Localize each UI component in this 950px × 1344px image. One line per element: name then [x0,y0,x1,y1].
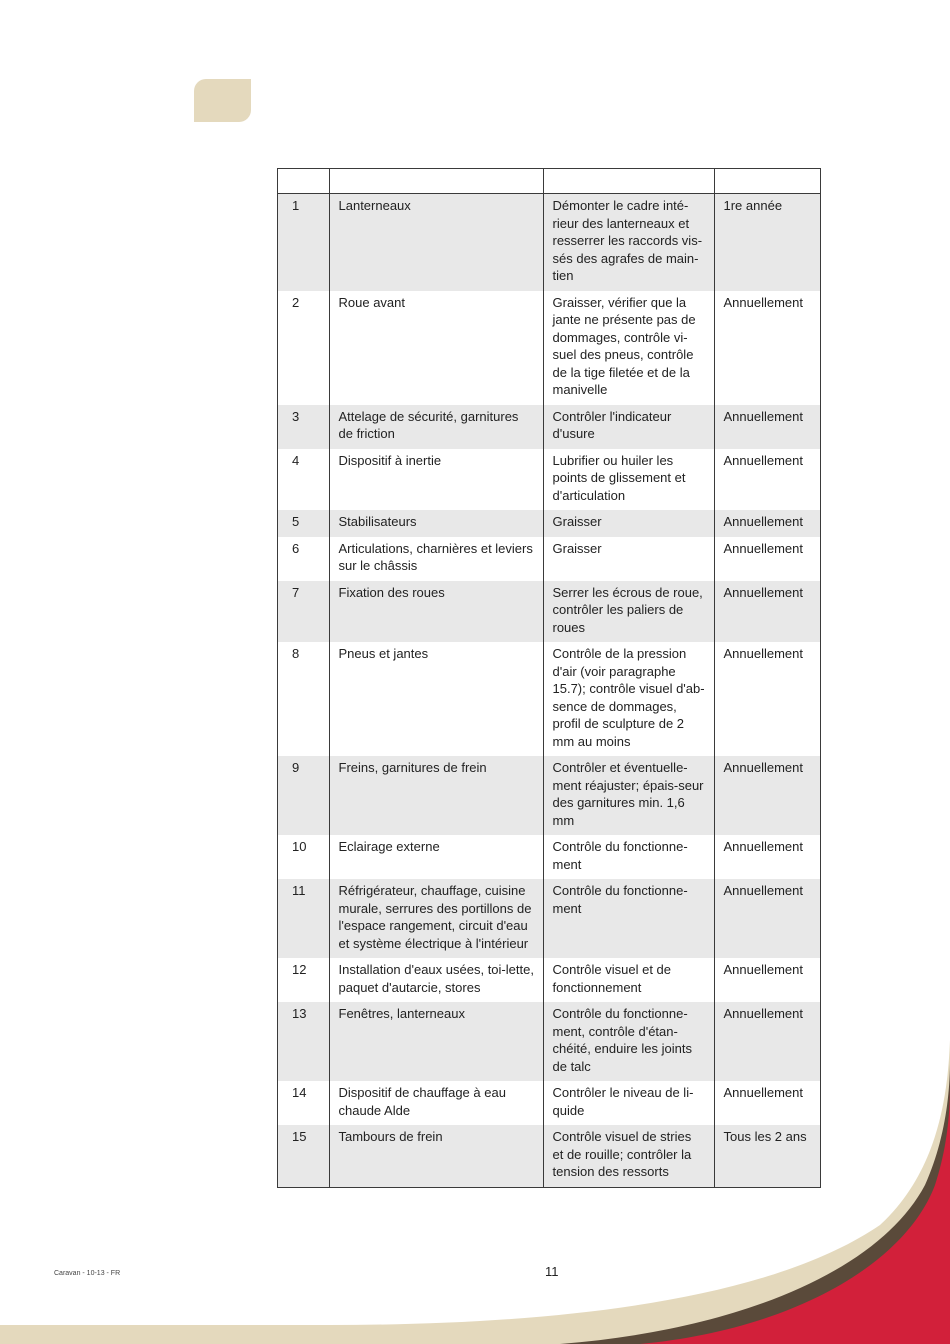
row-interval: Tous les 2 ans [714,1125,820,1187]
row-number: 8 [292,646,300,661]
row-number: 11 [278,879,329,958]
row-action: Contrôle de la pression d'air (voir paragraphe 15.7); contrôle visuel d'ab-sence de dommages, profil de sculpture de 2 mm au moins [543,642,714,756]
row-number: 4 [292,452,300,468]
row-interval: Annuellement [714,1081,820,1125]
row-number: 6 [292,540,300,556]
row-component: Eclairage externe [329,835,543,879]
row-interval: Annuellement [714,1002,820,1081]
document-reference: Caravan - 10-13 - FR [54,1270,121,1277]
row-interval: Annuellement [714,291,820,405]
row-interval: Annuellement [714,958,820,1002]
row-component: Dispositif de chauffage à eau chaude Alde [329,1081,543,1125]
row-action: Contrôle du fonctionne-ment, contrôle d'étan-chéité, enduire les joints de talc [543,1002,714,1081]
row-interval: Annuellement [714,537,820,581]
row-number: 3 [278,405,329,449]
row-component: Freins, garnitures de frein [329,756,543,835]
row-number: 7 [278,581,329,643]
row-action: Contrôler et éventuelle-ment réajuster; épais-seur des garnitures min. 1,6 mm [543,756,714,835]
row-number: 10 [292,839,307,854]
row-number: 9 [278,756,329,835]
row-interval: Annuellement [714,581,820,643]
row-action: Contrôle visuel et de fonctionnement [543,958,714,1002]
row-number: 12 [292,962,307,977]
row-interval: 1re année [714,194,820,291]
row-action: Graisser [543,510,714,537]
row-component: Attelage de sécurité, garnitures de friction [329,405,543,449]
row-component: Installation d'eaux usées, toi-lette, paquet d'autarcie, stores [329,958,543,1002]
row-component: Dispositif à inertie [329,449,543,511]
row-interval: Annuellement [714,510,820,537]
row-component: Fenêtres, lanterneaux [329,1002,543,1081]
row-interval: Annuellement [714,879,820,958]
row-action: Démonter le cadre inté-rieur des lanterneaux et resserrer les raccords vis-sés des agrafes de main-tien [543,194,714,291]
row-number: 13 [278,1002,329,1081]
row-component: Stabilisateurs [329,510,543,537]
row-action: Contrôle du fonctionne-ment [543,835,714,879]
row-component: Lanterneaux [329,194,543,291]
row-action: Serrer les écrous de roue, contrôler les paliers de roues [543,581,714,643]
row-component: Pneus et jantes [329,642,543,756]
row-number: 14 [292,1085,307,1100]
row-interval: Annuellement [714,835,820,879]
row-interval: Annuellement [714,756,820,835]
row-action: Contrôle du fonctionne-ment [543,879,714,958]
row-action: Contrôler l'indicateur d'usure [543,405,714,449]
row-action: Contrôler le niveau de li-quide [543,1081,714,1125]
row-interval: Annuellement [714,405,820,449]
row-component: Roue avant [329,291,543,405]
row-number: 15 [278,1125,329,1187]
row-number: 1 [278,194,329,291]
row-number: 2 [292,294,300,310]
row-number: 5 [278,510,329,537]
row-action: Graisser, vérifier que la jante ne présente pas de dommages, contrôle vi-suel des pneus, contrôle de la tige filetée et de la manivelle [543,291,714,405]
row-interval: Annuellement [714,449,820,511]
row-action: Graisser [543,537,714,581]
row-interval: Annuellement [714,642,820,756]
row-component: Réfrigérateur, chauffage, cuisine murale, serrures des portillons de l'espace rangement, circuit d'eau et système électrique à l'intérieur [329,879,543,958]
row-component: Tambours de frein [329,1125,543,1187]
page-number: 11 [545,1264,559,1279]
row-component: Articulations, charnières et leviers sur le châssis [329,537,543,581]
row-action: Contrôle visuel de stries et de rouille; contrôler la tension des ressorts [543,1125,714,1187]
row-action: Lubrifier ou huiler les points de glissement et d'articulation [543,449,714,511]
row-component: Fixation des roues [329,581,543,643]
